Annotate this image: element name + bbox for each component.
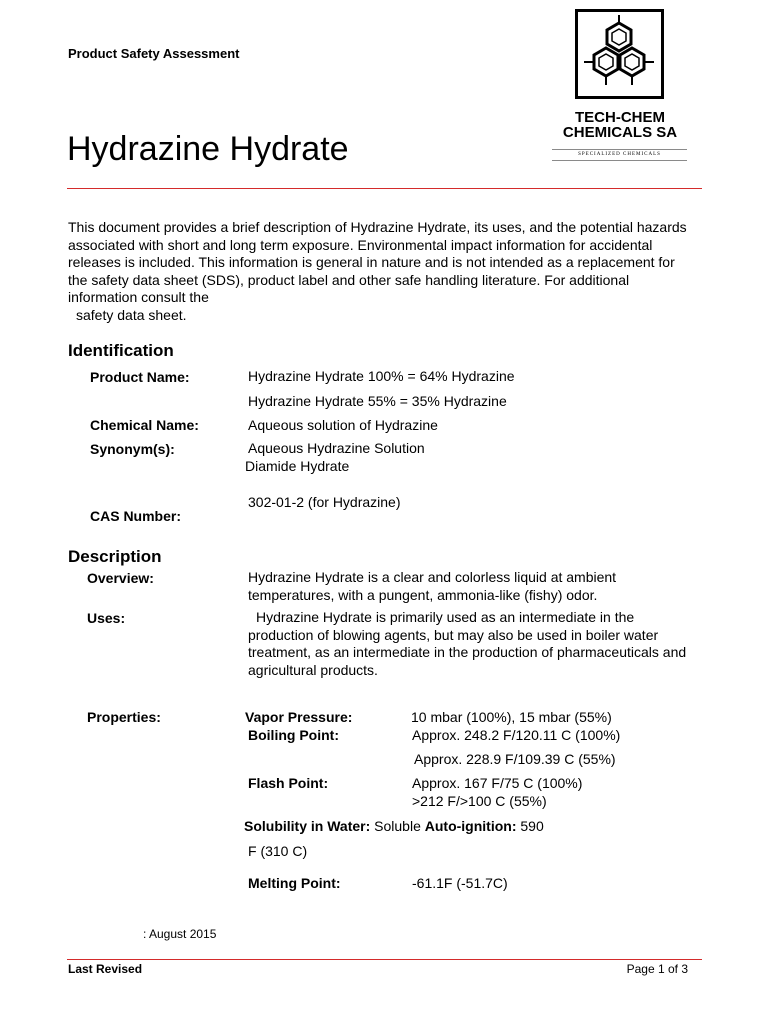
company-logo [575, 9, 664, 99]
boiling-point-value-2: Approx. 228.9 F/109.39 C (55%) [414, 751, 616, 767]
uses-text [248, 609, 686, 679]
solubility-value: Soluble [374, 818, 421, 834]
uses-line: production of blowing agents, but may also be used in boiler water [248, 626, 659, 643]
uses-line: Hydrazine Hydrate is primarily used as an intermediate in the [256, 609, 635, 625]
logo-rule-bottom [552, 160, 687, 161]
product-name-label: Product Name: [90, 369, 190, 385]
last-revised-label: Last Revised [68, 962, 143, 976]
logo-tagline: SPECIALIZED CHEMICALS [578, 152, 661, 157]
intro-line: associated with short and long term exposure. Environmental impact information for accidental [68, 236, 653, 253]
logo-text-line-2: CHEMICALS SA [562, 124, 678, 141]
flash-point-label: Flash Point: [248, 775, 329, 791]
cas-number-label: CAS Number: [90, 508, 182, 524]
vapor-pressure-value: 10 mbar (100%), 15 mbar (55%) [411, 709, 612, 725]
synonym-value-1: Aqueous Hydrazine Solution [248, 440, 425, 456]
header-divider [67, 188, 702, 189]
chemical-name-label: Chemical Name: [90, 417, 199, 433]
intro-line: the safety data sheet (SDS), product label and other safe handling literature. For additional [68, 271, 630, 288]
description-heading: Description [68, 547, 162, 566]
overview-label: Overview: [87, 570, 154, 586]
footer-divider [67, 959, 702, 960]
page-number: Page 1 of 3 [626, 962, 688, 976]
overview-line: temperatures, with a pungent, ammonia-like (fishy) odor. [248, 586, 598, 603]
cas-number-value: 302-01-2 (for Hydrazine) [248, 494, 401, 510]
product-name-value-1: Hydrazine Hydrate 100% = 64% Hydrazine [248, 368, 515, 384]
autoignition-value: 590 [520, 818, 544, 834]
boiling-point-label: Boiling Point: [248, 727, 339, 743]
uses-line: agricultural products. [248, 661, 378, 678]
flash-point-value-2: >212 F/>100 C (55%) [412, 793, 547, 809]
melting-point-label: Melting Point: [248, 875, 341, 891]
autoignition-label: Auto-ignition: [424, 818, 517, 834]
overview-line: Hydrazine Hydrate is a clear and colorless liquid at ambient [248, 569, 617, 585]
vapor-pressure-label: Vapor Pressure: [245, 709, 353, 725]
properties-label: Properties: [87, 709, 161, 725]
flash-point-value-1: Approx. 167 F/75 C (100%) [412, 775, 583, 791]
synonym-value-2: Diamide Hydrate [245, 458, 350, 474]
overview-text [248, 569, 616, 604]
intro-line: releases is included. This information is general in nature and is not intended as a replacement for [68, 254, 675, 270]
product-name-value-2: Hydrazine Hydrate 55% = 35% Hydrazine [248, 393, 507, 409]
page-title: Hydrazine Hydrate [67, 130, 349, 168]
autoignition-value-continued: F (310 C) [248, 843, 308, 859]
hexagon-logo-icon [575, 9, 664, 99]
revised-date: : August 2015 [143, 927, 217, 941]
chemical-name-value: Aqueous solution of Hydrazine [248, 417, 438, 433]
logo-rule-top [552, 149, 687, 150]
document-type: Product Safety Assessment [68, 46, 240, 61]
intro-line: This document provides a brief description of Hydrazine Hydrate, its uses, and the potential hazards [68, 219, 687, 235]
synonyms-label: Synonym(s): [90, 441, 175, 457]
solubility-label: Solubility in Water: [244, 818, 371, 834]
melting-point-value: -61.1F (-51.7C) [412, 875, 508, 891]
intro-line: information consult the [68, 289, 209, 305]
uses-label: Uses: [87, 610, 126, 626]
identification-heading: Identification [68, 341, 174, 360]
uses-line: treatment, as an intermediate in the production of pharmaceuticals and [248, 644, 687, 660]
intro-paragraph [68, 219, 687, 324]
intro-line: safety data sheet. [76, 306, 187, 323]
solubility-autoignition-line [244, 818, 544, 834]
logo-text-line-1: TECH-CHEM [575, 109, 665, 126]
boiling-point-value-1: Approx. 248.2 F/120.11 C (100%) [412, 727, 621, 743]
